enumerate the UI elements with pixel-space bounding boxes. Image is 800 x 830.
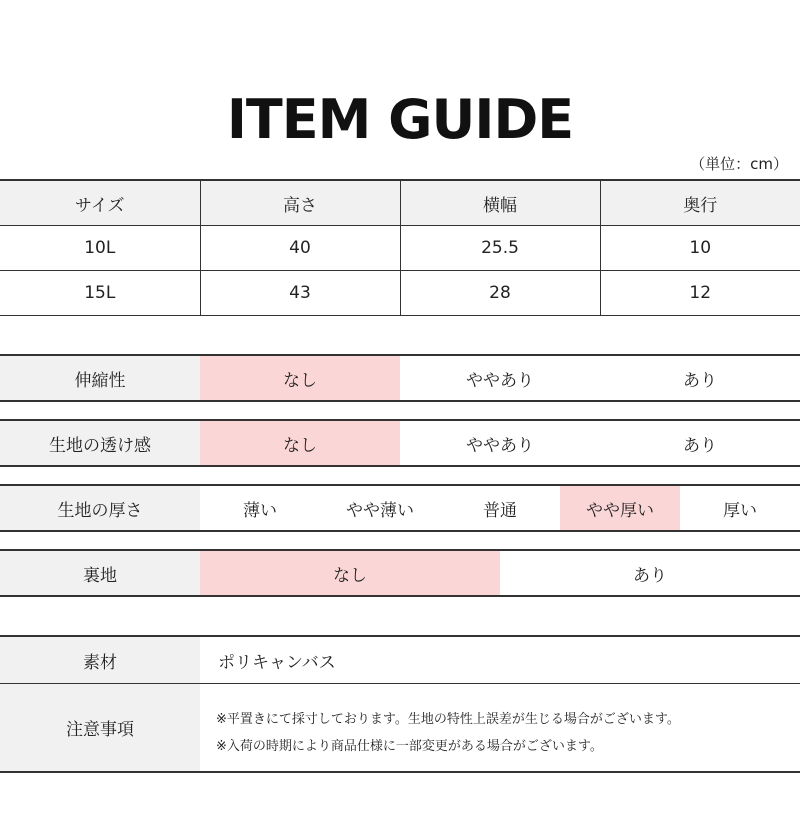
- rating-option: あり: [683, 370, 717, 391]
- rating-option: 薄い: [243, 500, 277, 521]
- header-depth: 奥行: [600, 180, 800, 226]
- notes-text: [200, 684, 800, 771]
- notes-label: 注意事項: [0, 684, 200, 771]
- rating-option: なし: [200, 356, 400, 400]
- notes-row: [0, 683, 800, 771]
- note-line: ※入荷の時期により商品仕様に一部変更がある場合がございます。: [216, 739, 603, 754]
- rating-label: 生地の厚さ: [0, 486, 200, 530]
- rating-stretch: [0, 354, 800, 402]
- material-row: [0, 637, 800, 683]
- cell-size: 10L: [0, 226, 200, 271]
- cell-width: 25.5: [400, 226, 600, 271]
- rating-options: [200, 356, 800, 400]
- rating-option: 普通: [483, 500, 517, 521]
- rating-option: あり: [633, 565, 667, 586]
- rating-option: ややあり: [466, 370, 534, 391]
- rating-label: 裏地: [0, 551, 200, 595]
- rating-options: [200, 421, 800, 465]
- cell-depth: 12: [600, 271, 800, 316]
- cell-width: 28: [400, 271, 600, 316]
- rating-label: 伸縮性: [0, 356, 200, 400]
- material-label: 素材: [0, 637, 200, 683]
- rating-label: 生地の透け感: [0, 421, 200, 465]
- rating-thickness: [0, 484, 800, 532]
- rating-option: なし: [200, 421, 400, 465]
- table-row: [0, 226, 800, 271]
- cell-height: 40: [200, 226, 400, 271]
- note-line: ※平置きにて採寸しております。生地の特性上誤差が生じる場合がございます。: [216, 712, 680, 727]
- cell-height: 43: [200, 271, 400, 316]
- rating-option: なし: [200, 551, 500, 595]
- cell-size: 15L: [0, 271, 200, 316]
- rating-sheerness: [0, 419, 800, 467]
- unit-note: （単位：cm）: [690, 155, 788, 173]
- rating-option: やや薄い: [346, 500, 414, 521]
- material-notes-table: [0, 635, 800, 773]
- size-table: [0, 179, 800, 316]
- header-height: 高さ: [200, 180, 400, 226]
- rating-options: [200, 486, 800, 530]
- header-width: 横幅: [400, 180, 600, 226]
- header-size: サイズ: [0, 180, 200, 226]
- rating-option: ややあり: [466, 435, 534, 456]
- page-title: ITEM GUIDE: [226, 88, 574, 151]
- material-value: ポリキャンバス: [218, 652, 336, 673]
- rating-option: 厚い: [723, 500, 757, 521]
- table-row: [0, 271, 800, 316]
- cell-depth: 10: [600, 226, 800, 271]
- rating-option: やや厚い: [560, 486, 680, 530]
- rating-lining: [0, 549, 800, 597]
- rating-option: あり: [683, 435, 717, 456]
- size-table-header: [0, 180, 800, 226]
- rating-options: [200, 551, 800, 595]
